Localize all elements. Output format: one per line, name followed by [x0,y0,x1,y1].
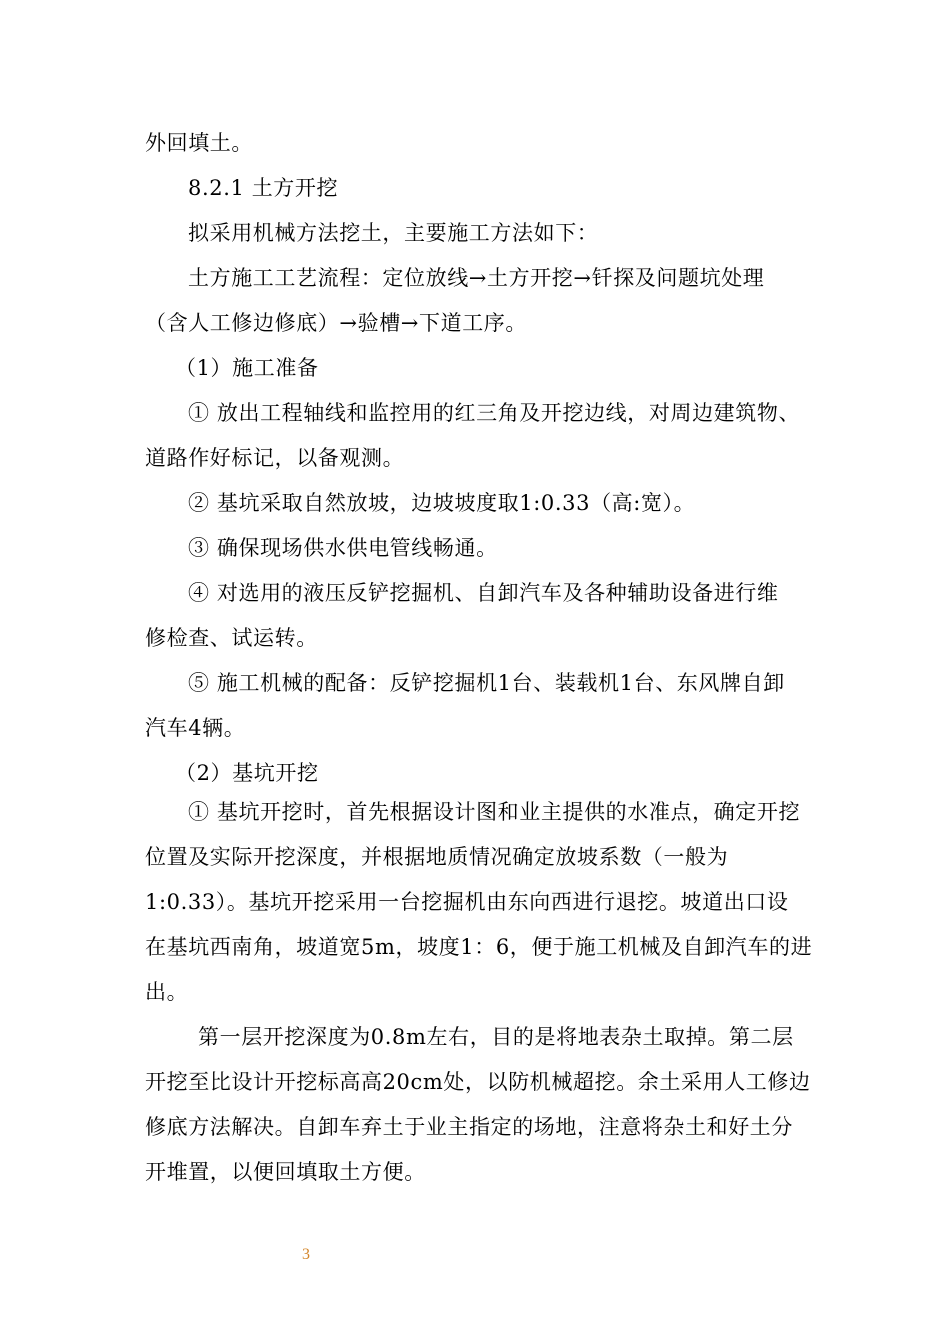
text-line: （含人工修边修底）→验槽→下道工序。 [145,311,527,335]
page-number: 3 [302,1246,310,1263]
text-line: 开挖至比设计开挖标高高20cm处，以防机械超挖。余土采用人工修边 [145,1070,811,1094]
text-line: 外回填土。 [145,131,253,155]
text-line: 修检查、试运转。 [145,626,318,650]
text-line: 道路作好标记，以备观测。 [145,446,405,470]
list-item: ① 放出工程轴线和监控用的红三角及开挖边线，对周边建筑物、 [188,401,801,425]
list-item: ⑤ 施工机械的配备：反铲挖掘机1台、装载机1台、东风牌自卸 [188,671,785,695]
text-line: 出。 [145,980,189,1004]
text-line: 土方施工工艺流程：定位放线→土方开挖→钎探及问题坑处理 [188,266,765,290]
text-line: 1:0.33）。基坑开挖采用一台挖掘机由东向西进行退挖。坡道出口设 [145,890,789,914]
text-line: 开堆置，以便回填取土方便。 [145,1160,426,1184]
text-line: 位置及实际开挖深度，并根据地质情况确定放坡系数（一般为 [145,845,729,869]
subsection-heading: （2）基坑开挖 [175,761,319,785]
text-line: 修底方法解决。自卸车弃土于业主指定的场地，注意将杂土和好土分 [145,1115,793,1139]
list-item: ④ 对选用的液压反铲挖掘机、自卸汽车及各种辅助设备进行维 [188,581,779,605]
section-heading: 8.2.1 土方开挖 [188,176,339,200]
text-line: 在基坑西南角，坡道宽5m，坡度1：6，便于施工机械及自卸汽车的进 [145,935,813,959]
list-item: ③ 确保现场供水供电管线畅通。 [188,536,498,560]
subsection-heading: （1）施工准备 [175,356,319,380]
list-item: ① 基坑开挖时，首先根据设计图和业主提供的水准点，确定开挖 [188,800,801,824]
list-item: ② 基坑采取自然放坡，边坡坡度取1:0.33（高:宽）。 [188,491,696,515]
text-line: 汽车4辆。 [145,716,246,740]
text-line: 拟采用机械方法挖土，主要施工方法如下： [188,221,599,245]
paragraph-start: 第一层开挖深度为0.8m左右，目的是将地表杂土取掉。第二层 [198,1025,794,1049]
